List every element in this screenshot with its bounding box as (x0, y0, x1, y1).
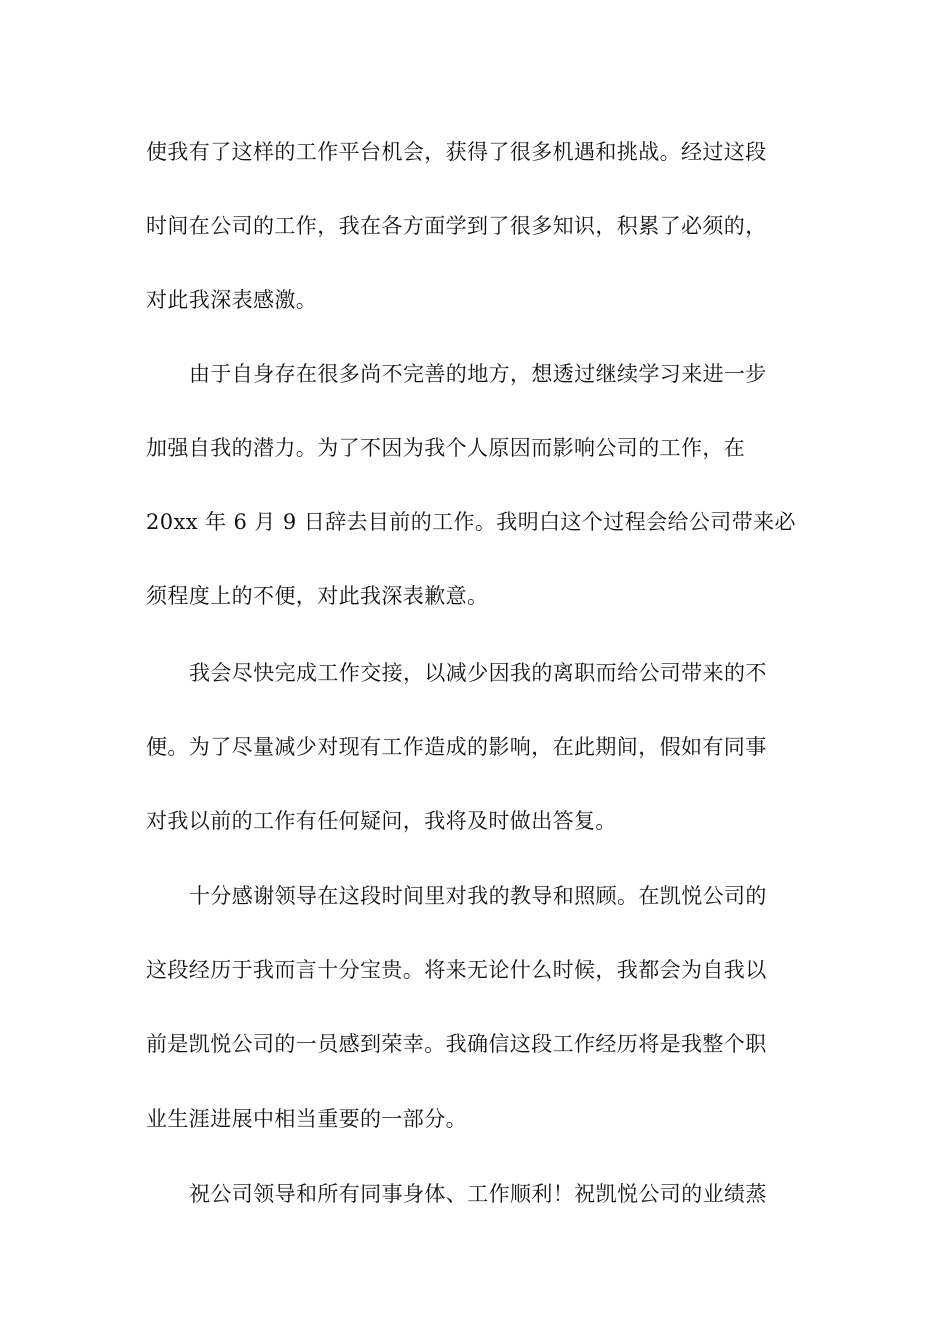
text-line: 业生涯进展中相当重要的一部分。 (146, 1107, 467, 1131)
text-line: 前是凯悦公司的一员感到荣幸。我确信这段工作经历将是我整个职 (146, 1032, 767, 1056)
text-line: 对此我深表感激。 (146, 288, 318, 312)
text-line: 对我以前的工作有任何疑问，我将及时做出答复。 (146, 809, 617, 833)
paragraph-first-line: 祝公司领导和所有同事身体、工作顺利！祝凯悦公司的业绩蒸 (189, 1182, 767, 1206)
paragraph-first-line: 十分感谢领导在这段时间里对我的教导和照顾。在凯悦公司的 (189, 884, 767, 908)
text-line: 须程度上的不便，对此我深表歉意。 (146, 584, 489, 608)
text-line: 这段经历于我而言十分宝贵。将来无论什么时候，我都会为自我以 (146, 958, 767, 982)
text-line: 时间在公司的工作，我在各方面学到了很多知识，积累了必须的， (146, 214, 767, 238)
text-line: 加强自我的潜力。为了不因为我个人原因而影响公司的工作，在 (146, 436, 746, 460)
paragraph-first-line: 由于自身存在很多尚不完善的地方，想透过继续学习来进一步 (189, 362, 767, 386)
text-line: 使我有了这样的工作平台机会，获得了很多机遇和挑战。经过这段 (146, 140, 767, 164)
text-line: 20xx 年 6 月 9 日辞去目前的工作。我明白这个过程会给公司带来必 (146, 510, 796, 534)
text-line: 便。为了尽量减少对现有工作造成的影响，在此期间，假如有同事 (146, 735, 767, 759)
paragraph-first-line: 我会尽快完成工作交接，以减少因我的离职而给公司带来的不 (189, 661, 767, 685)
